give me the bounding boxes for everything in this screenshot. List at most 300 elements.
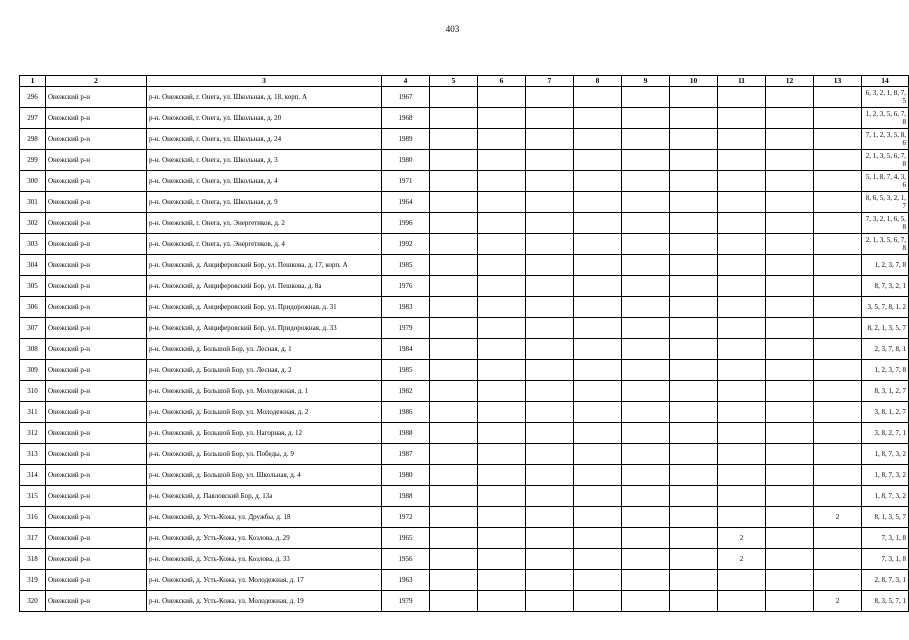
col6-cell — [478, 234, 526, 255]
col6-cell — [478, 465, 526, 486]
col11-cell — [718, 444, 766, 465]
table-row — [20, 276, 909, 297]
col8-cell — [574, 255, 622, 276]
col10-cell — [670, 339, 718, 360]
table-row — [20, 528, 909, 549]
row-number-cell: 309 — [20, 360, 46, 381]
col13-cell — [814, 87, 862, 108]
col14-cell: 2, 3, 7, 8, 1 — [862, 339, 909, 360]
col14-cell: 2, 8, 7, 3, 1 — [862, 570, 909, 591]
table-row — [20, 150, 909, 171]
col5-cell — [430, 549, 478, 570]
year-cell: 1971 — [382, 171, 430, 192]
col8-cell — [574, 213, 622, 234]
col14-cell: 8, 3, 1, 2, 7 — [862, 381, 909, 402]
col12-cell — [766, 486, 814, 507]
row-number-cell: 314 — [20, 465, 46, 486]
col12-cell — [766, 465, 814, 486]
year-cell: 1988 — [382, 423, 430, 444]
col8-cell — [574, 591, 622, 612]
col9-cell — [622, 297, 670, 318]
year-cell: 1996 — [382, 213, 430, 234]
col9-cell — [622, 465, 670, 486]
col11-cell: 2 — [718, 528, 766, 549]
address-cell: р-н. Онежский, д. Усть-Кожа, ул. Дружбы, д. 18 — [147, 507, 382, 528]
district-cell: Онежский р-н — [46, 297, 147, 318]
col7-cell — [526, 360, 574, 381]
year-cell: 1980 — [382, 150, 430, 171]
column-header-12: 12 — [766, 76, 814, 87]
address-cell: р-н. Онежский, д. Усть-Кожа, ул. Козлова, д. 29 — [147, 528, 382, 549]
col5-cell — [430, 444, 478, 465]
col9-cell — [622, 570, 670, 591]
year-cell: 1968 — [382, 108, 430, 129]
row-number-cell: 306 — [20, 297, 46, 318]
col14-cell: 1, 8, 7, 3, 2 — [862, 486, 909, 507]
col14-cell: 8, 7, 3, 2, 1 — [862, 276, 909, 297]
col10-cell — [670, 570, 718, 591]
year-cell: 1985 — [382, 360, 430, 381]
col13-cell — [814, 234, 862, 255]
row-number-cell: 297 — [20, 108, 46, 129]
col6-cell — [478, 402, 526, 423]
year-cell: 1979 — [382, 318, 430, 339]
table-row — [20, 486, 909, 507]
col8-cell — [574, 129, 622, 150]
col8-cell — [574, 486, 622, 507]
row-number-cell: 301 — [20, 192, 46, 213]
address-cell: р-н. Онежский, д. Анциферовский Бор, ул. Пешкова, д. 8а — [147, 276, 382, 297]
col12-cell — [766, 549, 814, 570]
col13-cell — [814, 171, 862, 192]
year-cell: 1963 — [382, 570, 430, 591]
row-number-cell: 315 — [20, 486, 46, 507]
row-number-cell: 310 — [20, 381, 46, 402]
address-cell: р-н. Онежский, д. Усть-Кожа, ул. Козлова, д. 33 — [147, 549, 382, 570]
col8-cell — [574, 276, 622, 297]
header-row — [20, 76, 909, 87]
table-row — [20, 360, 909, 381]
page-number: 403 — [445, 24, 460, 34]
col7-cell — [526, 87, 574, 108]
col11-cell — [718, 87, 766, 108]
col8-cell — [574, 570, 622, 591]
col8-cell — [574, 528, 622, 549]
row-number-cell: 320 — [20, 591, 46, 612]
col10-cell — [670, 444, 718, 465]
col11-cell — [718, 360, 766, 381]
col5-cell — [430, 213, 478, 234]
col12-cell — [766, 171, 814, 192]
col14-cell: 1, 2, 3, 5, 6, 7, 8 — [862, 108, 909, 129]
col10-cell — [670, 591, 718, 612]
col6-cell — [478, 213, 526, 234]
row-number-cell: 312 — [20, 423, 46, 444]
col7-cell — [526, 150, 574, 171]
col9-cell — [622, 423, 670, 444]
col7-cell — [526, 402, 574, 423]
col12-cell — [766, 360, 814, 381]
address-cell: р-н. Онежский, д. Анциферовский Бор, ул. Придорожная, д. 33 — [147, 318, 382, 339]
col9-cell — [622, 108, 670, 129]
address-cell: р-н. Онежский, г. Онега, ул. Школьная, д. 24 — [147, 129, 382, 150]
address-cell: р-н. Онежский, д. Большой Бор, ул. Лесная, д. 2 — [147, 360, 382, 381]
col13-cell — [814, 213, 862, 234]
col14-cell: 1, 2, 3, 7, 8 — [862, 360, 909, 381]
district-cell: Онежский р-н — [46, 423, 147, 444]
col5-cell — [430, 234, 478, 255]
col8-cell — [574, 465, 622, 486]
col12-cell — [766, 318, 814, 339]
col14-cell: 8, 2, 1, 3, 5, 7 — [862, 318, 909, 339]
col8-cell — [574, 402, 622, 423]
district-cell: Онежский р-н — [46, 255, 147, 276]
district-cell: Онежский р-н — [46, 570, 147, 591]
col7-cell — [526, 423, 574, 444]
col9-cell — [622, 591, 670, 612]
column-header-3: 3 — [147, 76, 382, 87]
col5-cell — [430, 507, 478, 528]
col7-cell — [526, 234, 574, 255]
district-cell: Онежский р-н — [46, 129, 147, 150]
table-row — [20, 192, 909, 213]
address-cell: р-н. Онежский, д. Большой Бор, ул. Молодежная, д. 1 — [147, 381, 382, 402]
col10-cell — [670, 255, 718, 276]
col9-cell — [622, 339, 670, 360]
table-row — [20, 570, 909, 591]
table-row — [20, 381, 909, 402]
col11-cell — [718, 234, 766, 255]
col14-cell: 3, 8, 2, 7, 1 — [862, 423, 909, 444]
district-cell: Онежский р-н — [46, 276, 147, 297]
col10-cell — [670, 213, 718, 234]
col14-cell: 1, 8, 7, 3, 2 — [862, 444, 909, 465]
col5-cell — [430, 192, 478, 213]
address-cell: р-н. Онежский, д. Большой Бор, ул. Лесная, д. 1 — [147, 339, 382, 360]
column-header-13: 13 — [814, 76, 862, 87]
district-cell: Онежский р-н — [46, 507, 147, 528]
district-cell: Онежский р-н — [46, 108, 147, 129]
col11-cell — [718, 507, 766, 528]
col13-cell — [814, 528, 862, 549]
col12-cell — [766, 87, 814, 108]
col11-cell — [718, 591, 766, 612]
table-body — [20, 87, 909, 612]
row-number-cell: 308 — [20, 339, 46, 360]
column-header-6: 6 — [478, 76, 526, 87]
col9-cell — [622, 528, 670, 549]
district-cell: Онежский р-н — [46, 87, 147, 108]
col10-cell — [670, 507, 718, 528]
table-row — [20, 255, 909, 276]
district-cell: Онежский р-н — [46, 402, 147, 423]
col12-cell — [766, 423, 814, 444]
col13-cell — [814, 423, 862, 444]
district-cell: Онежский р-н — [46, 591, 147, 612]
col7-cell — [526, 570, 574, 591]
year-cell: 1988 — [382, 486, 430, 507]
col9-cell — [622, 150, 670, 171]
col10-cell — [670, 549, 718, 570]
table-row — [20, 465, 909, 486]
col8-cell — [574, 234, 622, 255]
col12-cell — [766, 528, 814, 549]
col12-cell — [766, 381, 814, 402]
col13-cell — [814, 486, 862, 507]
col12-cell — [766, 276, 814, 297]
address-cell: р-н. Онежский, г. Онега, ул. Школьная, д. 18, корп. А — [147, 87, 382, 108]
district-cell: Онежский р-н — [46, 528, 147, 549]
address-cell: р-н. Онежский, г. Онега, ул. Школьная, д. 20 — [147, 108, 382, 129]
column-header-7: 7 — [526, 76, 574, 87]
col6-cell — [478, 507, 526, 528]
col6-cell — [478, 423, 526, 444]
col10-cell — [670, 87, 718, 108]
col11-cell — [718, 339, 766, 360]
year-cell: 1976 — [382, 276, 430, 297]
col9-cell — [622, 192, 670, 213]
address-cell: р-н. Онежский, д. Анциферовский Бор, ул. Пешкова, д. 17, корп. А — [147, 255, 382, 276]
col5-cell — [430, 297, 478, 318]
col7-cell — [526, 108, 574, 129]
column-header-14: 14 — [862, 76, 909, 87]
address-cell: р-н. Онежский, д. Усть-Кожа, ул. Молодежная, д. 17 — [147, 570, 382, 591]
row-number-cell: 318 — [20, 549, 46, 570]
address-cell: р-н. Онежский, д. Павловский Бор, д. 13а — [147, 486, 382, 507]
address-cell: р-н. Онежский, д. Большой Бор, ул. Молодежная, д. 2 — [147, 402, 382, 423]
col8-cell — [574, 297, 622, 318]
col11-cell — [718, 171, 766, 192]
col8-cell — [574, 444, 622, 465]
district-cell: Онежский р-н — [46, 192, 147, 213]
col13-cell — [814, 150, 862, 171]
col5-cell — [430, 276, 478, 297]
col7-cell — [526, 297, 574, 318]
col10-cell — [670, 528, 718, 549]
col11-cell — [718, 402, 766, 423]
data-table — [19, 75, 909, 612]
table-row — [20, 591, 909, 612]
col7-cell — [526, 465, 574, 486]
col6-cell — [478, 171, 526, 192]
year-cell: 1979 — [382, 591, 430, 612]
col7-cell — [526, 213, 574, 234]
col7-cell — [526, 591, 574, 612]
row-number-cell: 299 — [20, 150, 46, 171]
col9-cell — [622, 444, 670, 465]
col8-cell — [574, 339, 622, 360]
district-cell: Онежский р-н — [46, 549, 147, 570]
row-number-cell: 300 — [20, 171, 46, 192]
col11-cell — [718, 150, 766, 171]
table-row — [20, 213, 909, 234]
col11-cell — [718, 255, 766, 276]
col13-cell — [814, 276, 862, 297]
col10-cell — [670, 192, 718, 213]
address-cell: р-н. Онежский, г. Онега, ул. Школьная, д. 3 — [147, 150, 382, 171]
col9-cell — [622, 507, 670, 528]
col12-cell — [766, 129, 814, 150]
col13-cell — [814, 465, 862, 486]
col6-cell — [478, 591, 526, 612]
col13-cell — [814, 549, 862, 570]
district-cell: Онежский р-н — [46, 234, 147, 255]
col7-cell — [526, 171, 574, 192]
col9-cell — [622, 129, 670, 150]
year-cell: 1992 — [382, 234, 430, 255]
col14-cell: 7, 3, 2, 1, 6, 5, 8 — [862, 213, 909, 234]
col11-cell — [718, 276, 766, 297]
address-cell: р-н. Онежский, д. Большой Бор, ул. Нагорная, д. 12 — [147, 423, 382, 444]
col8-cell — [574, 507, 622, 528]
col7-cell — [526, 486, 574, 507]
year-cell: 1964 — [382, 192, 430, 213]
table-row — [20, 507, 909, 528]
col12-cell — [766, 213, 814, 234]
row-number-cell: 298 — [20, 129, 46, 150]
col14-cell: 8, 1, 3, 5, 7 — [862, 507, 909, 528]
col5-cell — [430, 402, 478, 423]
col6-cell — [478, 528, 526, 549]
col13-cell — [814, 108, 862, 129]
col6-cell — [478, 339, 526, 360]
col5-cell — [430, 150, 478, 171]
col12-cell — [766, 297, 814, 318]
col13-cell — [814, 129, 862, 150]
col9-cell — [622, 360, 670, 381]
district-cell: Онежский р-н — [46, 465, 147, 486]
col10-cell — [670, 276, 718, 297]
col6-cell — [478, 570, 526, 591]
year-cell: 1989 — [382, 129, 430, 150]
col7-cell — [526, 381, 574, 402]
col9-cell — [622, 234, 670, 255]
col10-cell — [670, 297, 718, 318]
col13-cell — [814, 381, 862, 402]
col12-cell — [766, 570, 814, 591]
col5-cell — [430, 486, 478, 507]
col11-cell — [718, 318, 766, 339]
col14-cell: 7, 3, 1, 8 — [862, 528, 909, 549]
col11-cell — [718, 213, 766, 234]
col9-cell — [622, 213, 670, 234]
address-cell: р-н. Онежский, г. Онега, ул. Энергетиков, д. 2 — [147, 213, 382, 234]
col9-cell — [622, 87, 670, 108]
column-header-11: 11 — [718, 76, 766, 87]
address-cell: р-н. Онежский, д. Большой Бор, ул. Школьная, д. 4 — [147, 465, 382, 486]
table-row — [20, 423, 909, 444]
col9-cell — [622, 171, 670, 192]
col11-cell — [718, 570, 766, 591]
col13-cell — [814, 192, 862, 213]
address-cell: р-н. Онежский, д. Большой Бор, ул. Победы, д. 9 — [147, 444, 382, 465]
col5-cell — [430, 108, 478, 129]
col8-cell — [574, 108, 622, 129]
col14-cell: 2, 1, 3, 5, 6, 7, 8 — [862, 150, 909, 171]
column-header-2: 2 — [46, 76, 147, 87]
district-cell: Онежский р-н — [46, 486, 147, 507]
row-number-cell: 305 — [20, 276, 46, 297]
col12-cell — [766, 255, 814, 276]
col8-cell — [574, 360, 622, 381]
col10-cell — [670, 318, 718, 339]
col12-cell — [766, 339, 814, 360]
col6-cell — [478, 192, 526, 213]
col9-cell — [622, 276, 670, 297]
row-number-cell: 313 — [20, 444, 46, 465]
col8-cell — [574, 150, 622, 171]
year-cell: 1982 — [382, 381, 430, 402]
col5-cell — [430, 423, 478, 444]
col14-cell: 7, 1, 2, 3, 5, 8, 6 — [862, 129, 909, 150]
col13-cell — [814, 255, 862, 276]
col6-cell — [478, 486, 526, 507]
table-row — [20, 129, 909, 150]
col9-cell — [622, 318, 670, 339]
col8-cell — [574, 381, 622, 402]
col7-cell — [526, 192, 574, 213]
address-cell: р-н. Онежский, д. Анциферовский Бор, ул. Придорожная, д. 31 — [147, 297, 382, 318]
col6-cell — [478, 381, 526, 402]
col5-cell — [430, 318, 478, 339]
district-cell: Онежский р-н — [46, 318, 147, 339]
table-row — [20, 171, 909, 192]
district-cell: Онежский р-н — [46, 360, 147, 381]
col7-cell — [526, 255, 574, 276]
col14-cell: 6, 3, 2, 1, 8, 7, 5 — [862, 87, 909, 108]
col10-cell — [670, 360, 718, 381]
col14-cell: 7, 3, 1, 8 — [862, 549, 909, 570]
col10-cell — [670, 150, 718, 171]
table-row — [20, 339, 909, 360]
year-cell: 1983 — [382, 297, 430, 318]
col14-cell: 1, 2, 3, 7, 8 — [862, 255, 909, 276]
col13-cell — [814, 444, 862, 465]
col11-cell — [718, 297, 766, 318]
col10-cell — [670, 486, 718, 507]
col6-cell — [478, 276, 526, 297]
col14-cell: 3, 8, 1, 2, 7 — [862, 402, 909, 423]
table-row — [20, 297, 909, 318]
row-number-cell: 304 — [20, 255, 46, 276]
col11-cell — [718, 465, 766, 486]
col10-cell — [670, 171, 718, 192]
col5-cell — [430, 171, 478, 192]
table-row — [20, 549, 909, 570]
column-header-1: 1 — [20, 76, 46, 87]
col13-cell — [814, 360, 862, 381]
col8-cell — [574, 318, 622, 339]
col5-cell — [430, 87, 478, 108]
col14-cell: 1, 8, 7, 3, 2 — [862, 465, 909, 486]
col7-cell — [526, 129, 574, 150]
table-row — [20, 234, 909, 255]
column-header-10: 10 — [670, 76, 718, 87]
col14-cell: 5, 1, 8, 7, 4, 3, 6 — [862, 171, 909, 192]
col10-cell — [670, 381, 718, 402]
col12-cell — [766, 234, 814, 255]
year-cell: 1987 — [382, 444, 430, 465]
col11-cell — [718, 192, 766, 213]
row-number-cell: 319 — [20, 570, 46, 591]
district-cell: Онежский р-н — [46, 150, 147, 171]
col7-cell — [526, 339, 574, 360]
column-header-9: 9 — [622, 76, 670, 87]
col11-cell — [718, 486, 766, 507]
col14-cell: 8, 3, 5, 7, 1 — [862, 591, 909, 612]
col12-cell — [766, 108, 814, 129]
district-cell: Онежский р-н — [46, 339, 147, 360]
